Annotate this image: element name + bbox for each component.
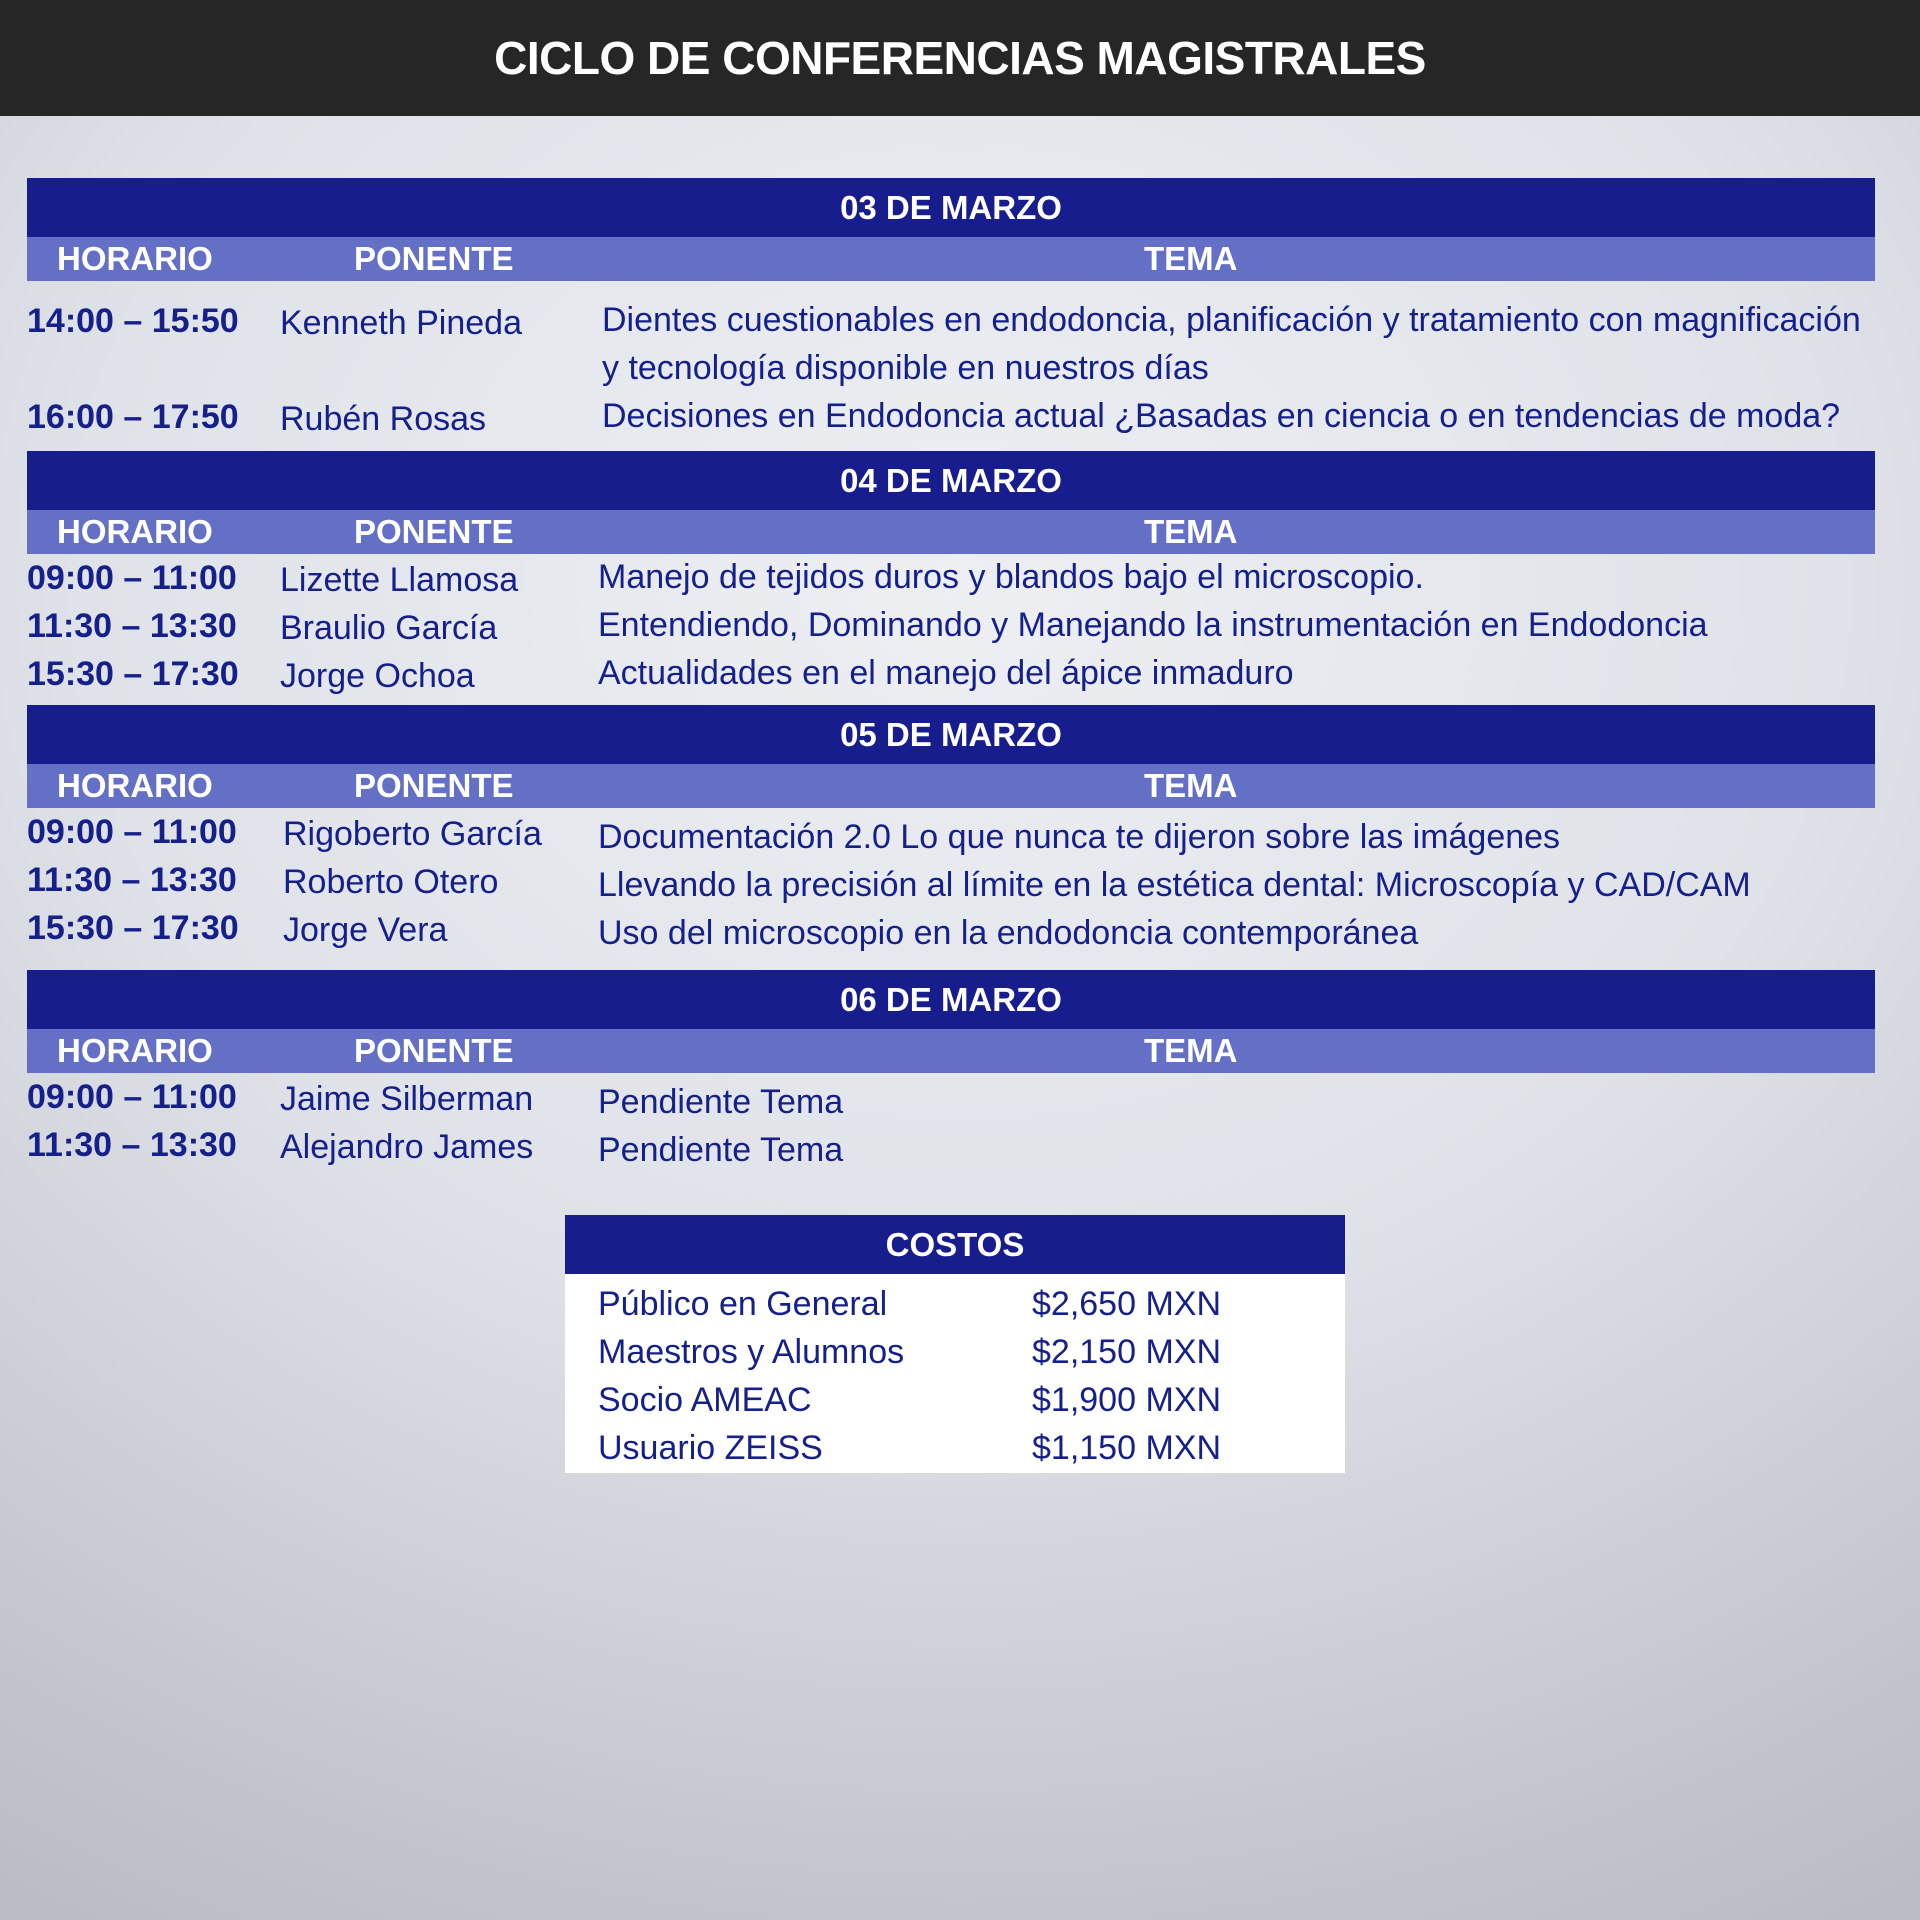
cost-label: Maestros y Alumnos [598,1333,905,1371]
costs-header: COSTOS [565,1215,1345,1274]
column-header-horario: HORARIO [57,767,213,804]
day-section [27,970,1875,1169]
session-row [27,1078,1875,1126]
session-row [27,398,1875,446]
session-row [27,559,1875,607]
day-header: 06 DE MARZO [27,970,1875,1029]
session-topic: Dientes cuestionables en endodoncia, planificación y tratamiento con magnificación y tecnología disponible en nuestros días [602,301,1861,387]
session-speaker: Roberto Otero [283,863,499,901]
session-time: 09:00 – 11:00 [27,559,237,597]
session-topic: Documentación 2.0 Lo que nunca te dijeron sobre las imágenes [598,818,1561,856]
session-row [27,607,1875,655]
session-time: 15:30 – 17:30 [27,655,239,693]
column-header-tema: TEMA [1144,1032,1238,1069]
day-section [27,178,1875,438]
column-header-ponente: PONENTE [354,513,514,550]
column-header-horario: HORARIO [57,240,213,277]
cost-label: Socio AMEAC [598,1381,812,1419]
column-header-row [27,764,1875,808]
session-time: 15:30 – 17:30 [27,909,239,947]
cost-row [565,1429,1345,1477]
column-header-row [27,510,1875,554]
session-speaker: Jorge Ochoa [280,657,475,695]
session-speaker: Jorge Vera [283,911,448,949]
cost-price: $1,150 MXN [1032,1429,1221,1467]
session-topic: Actualidades en el manejo del ápice inmaduro [598,654,1294,692]
session-row [27,861,1875,909]
session-time: 11:30 – 13:30 [27,1126,237,1164]
column-header-tema: TEMA [1144,767,1238,804]
cost-label: Usuario ZEISS [598,1429,823,1467]
cost-price: $2,150 MXN [1032,1333,1221,1371]
cost-row [565,1333,1345,1381]
session-topic: Llevando la precisión al límite en la estética dental: Microscopía y CAD/CAM [598,866,1751,904]
page-title: CICLO DE CONFERENCIAS MAGISTRALES [494,32,1426,84]
session-row [27,301,1875,387]
cost-price: $1,900 MXN [1032,1381,1221,1419]
session-speaker: Alejandro James [280,1128,534,1166]
session-time: 09:00 – 11:00 [27,1078,237,1116]
column-header-row [27,1029,1875,1073]
column-header-horario: HORARIO [57,513,213,550]
column-header-row [27,237,1875,281]
session-speaker: Braulio García [280,609,498,647]
session-speaker: Kenneth Pineda [280,304,522,342]
session-row [27,813,1875,861]
session-speaker: Jaime Silberman [280,1080,534,1118]
cost-row [565,1285,1345,1333]
column-header-horario: HORARIO [57,1032,213,1069]
cost-row [565,1381,1345,1429]
day-header: 05 DE MARZO [27,705,1875,764]
title-bar [0,0,1920,116]
session-topic: Pendiente Tema [598,1131,844,1169]
column-header-tema: TEMA [1144,240,1238,277]
session-topic: Decisiones en Endodoncia actual ¿Basadas en ciencia o en tendencias de moda? [602,397,1841,435]
day-section [27,451,1875,695]
session-row [27,909,1875,957]
column-header-ponente: PONENTE [354,1032,514,1069]
session-time: 11:30 – 13:30 [27,861,237,899]
session-speaker: Lizette Llamosa [280,561,519,599]
day-header: 04 DE MARZO [27,451,1875,510]
session-time: 14:00 – 15:50 [27,302,239,340]
column-header-tema: TEMA [1144,513,1238,550]
column-header-ponente: PONENTE [354,240,514,277]
column-header-ponente: PONENTE [354,767,514,804]
session-row [27,1126,1875,1174]
session-row [27,655,1875,703]
day-header: 03 DE MARZO [27,178,1875,237]
session-topic: Entendiendo, Dominando y Manejando la instrumentación en Endodoncia [598,606,1708,644]
costs-table [565,1215,1345,1473]
session-time: 09:00 – 11:00 [27,813,237,851]
session-time: 11:30 – 13:30 [27,607,237,645]
session-topic: Pendiente Tema [598,1083,844,1121]
session-time: 16:00 – 17:50 [27,398,239,436]
session-topic: Manejo de tejidos duros y blandos bajo el microscopio. [598,558,1424,596]
cost-label: Público en General [598,1285,888,1323]
session-speaker: Rigoberto García [283,815,542,853]
session-topic: Uso del microscopio en la endodoncia contemporánea [598,914,1419,952]
day-section [27,705,1875,952]
session-speaker: Rubén Rosas [280,400,487,438]
cost-price: $2,650 MXN [1032,1285,1221,1323]
